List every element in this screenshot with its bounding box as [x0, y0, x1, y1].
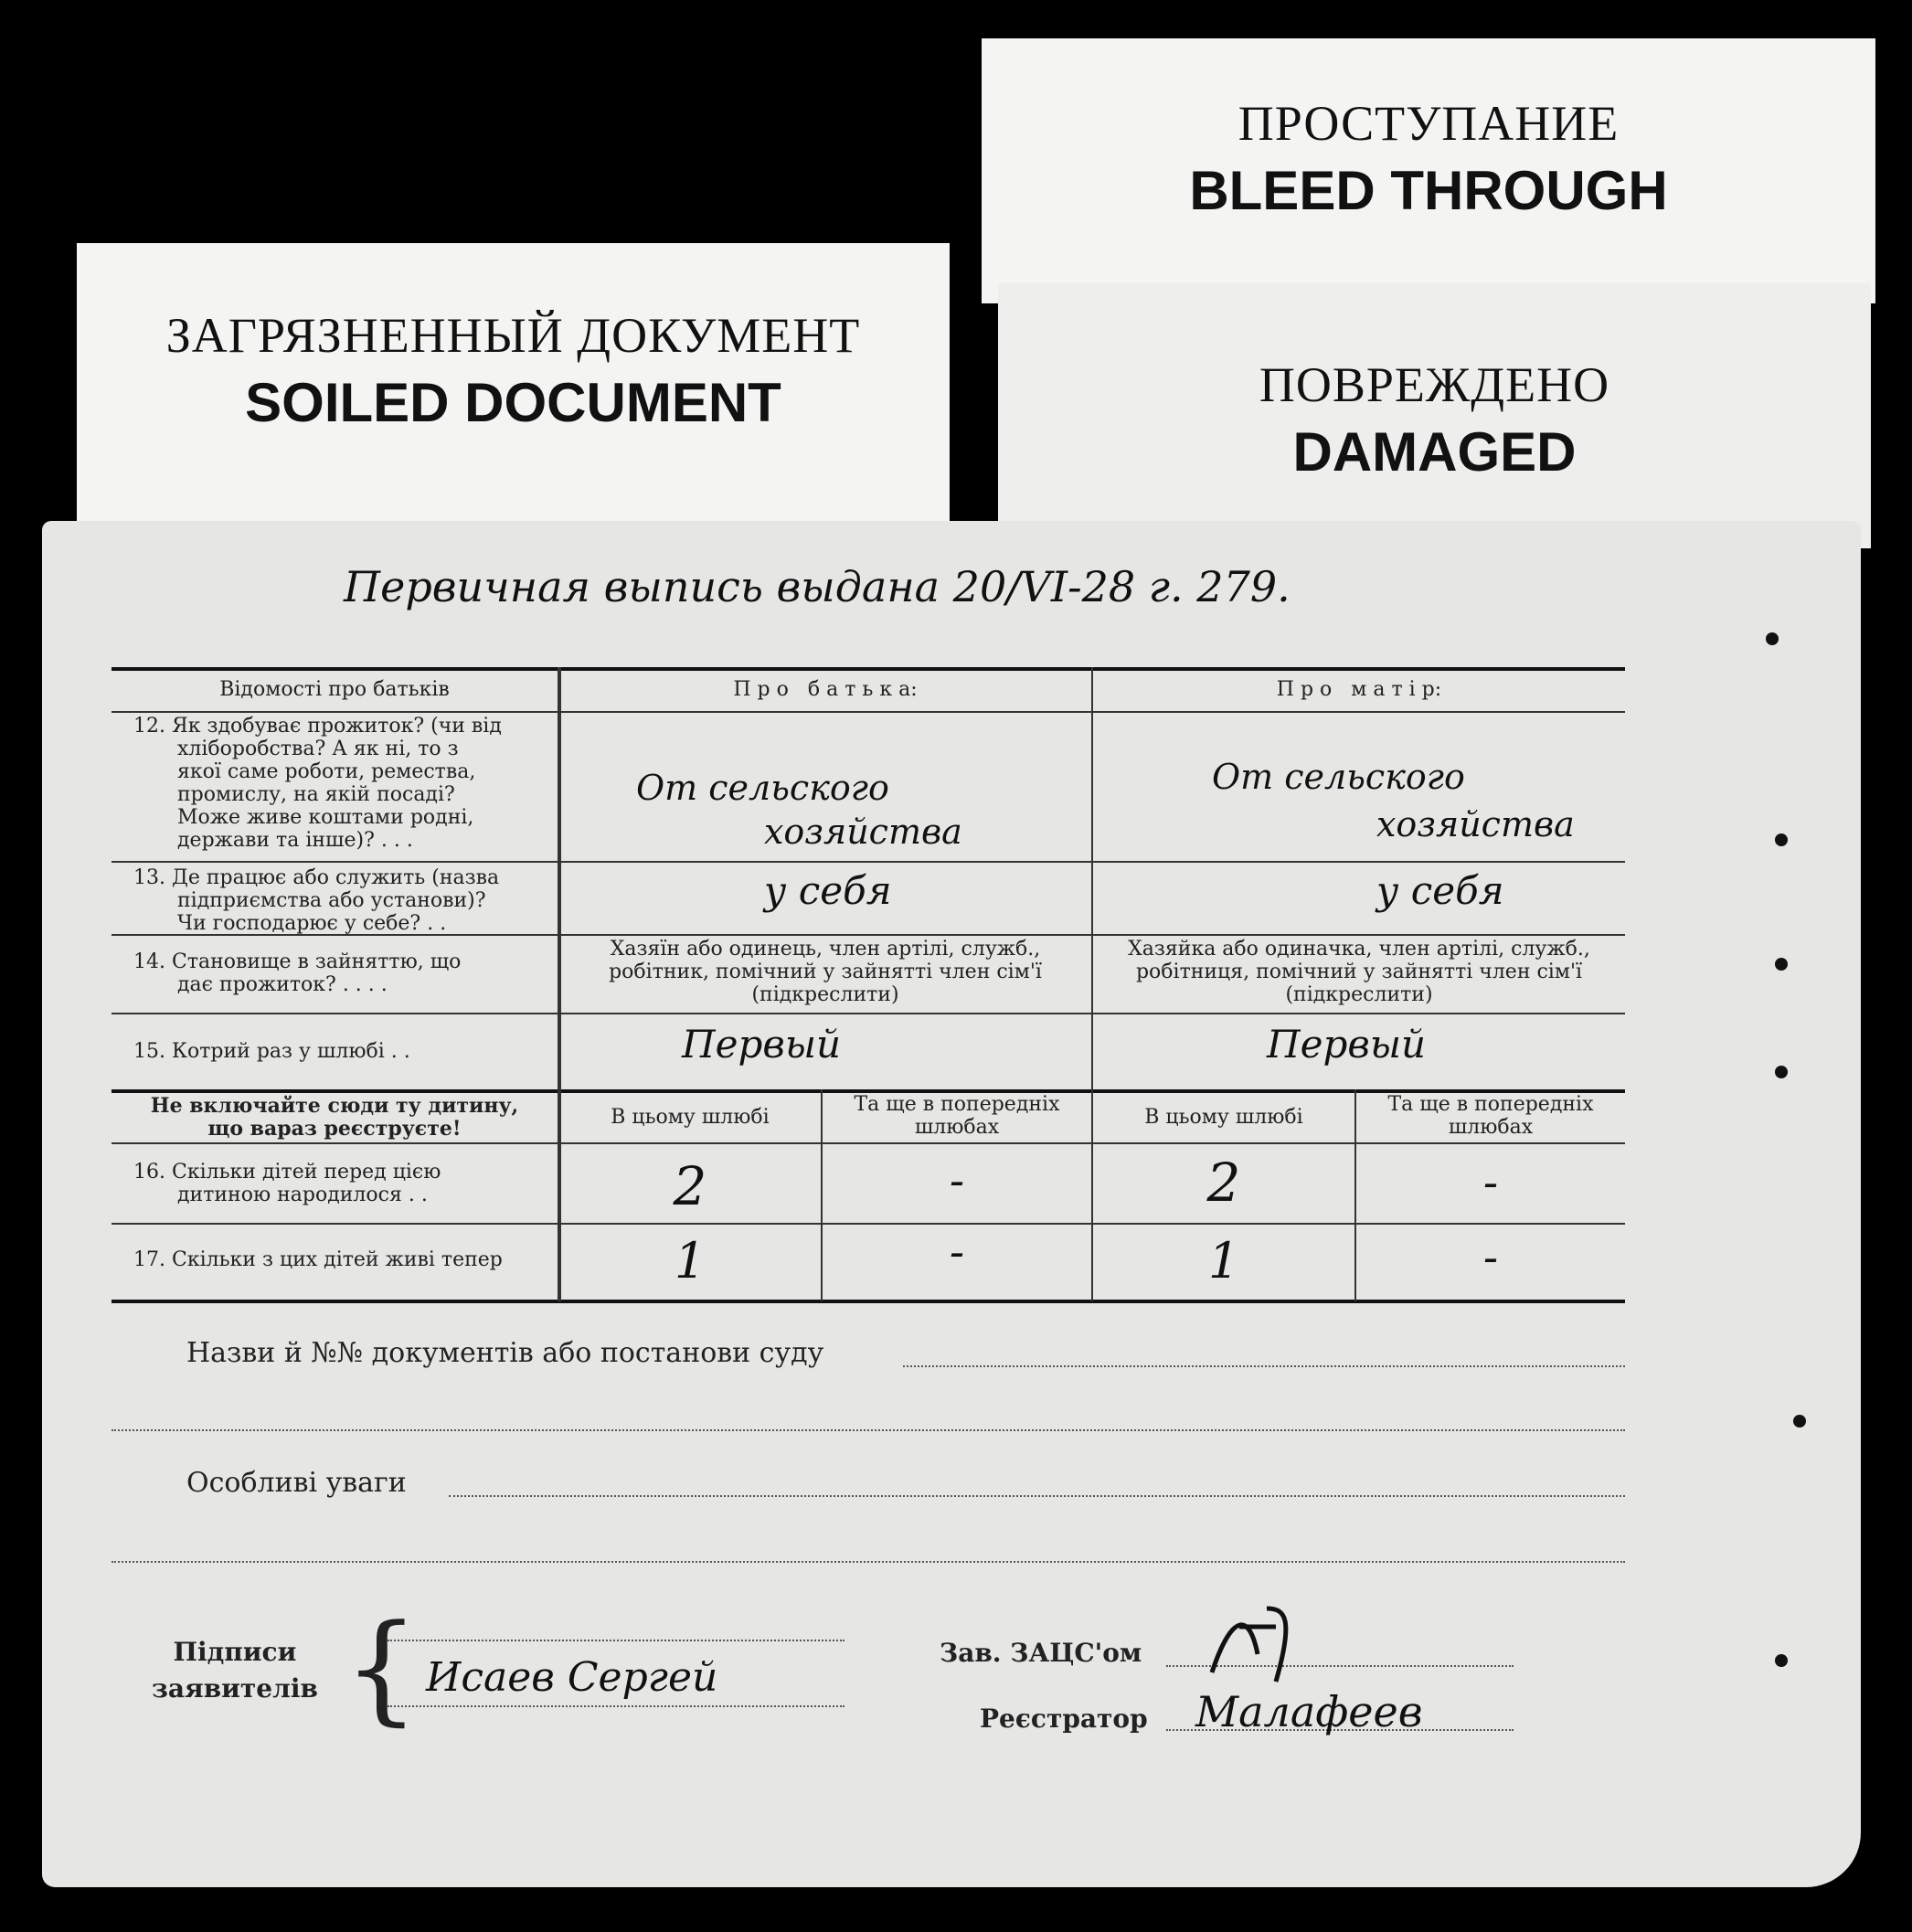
father-status-options: [559, 938, 1091, 1006]
prev-header-line: Та ще в попередніх: [854, 1093, 1060, 1116]
father-children-alive-prev: -: [949, 1226, 965, 1278]
head-zags-label: Зав. ЗАЦС'ом: [940, 1638, 1142, 1668]
row14-line: дає прожиток? . . . .: [177, 973, 388, 996]
mother-workplace: у себя: [1376, 868, 1504, 913]
applicants-label-line: Підписи: [173, 1637, 297, 1667]
row12-line: Може живе коштами родні,: [177, 806, 474, 829]
bleed-through-label: [982, 38, 1875, 303]
mother-prev-marriages-header: [1356, 1093, 1625, 1139]
documents-label: Назви й №№ документів або постанови суду: [186, 1337, 824, 1369]
table-bottom-rule: [112, 1300, 1625, 1303]
prev-header-line: Та ще в попередніх: [1387, 1093, 1594, 1116]
bleed-label-en: BLEED THROUGH: [1189, 160, 1668, 221]
row12-rule: [112, 861, 1625, 863]
documents-line: [903, 1365, 1625, 1367]
soiled-label-ru: ЗАГРЯЗНЕННЫЙ ДОКУМЕНТ: [165, 308, 861, 363]
father-marriage-count: Первый: [682, 1022, 842, 1067]
row16-rule: [112, 1223, 1625, 1225]
father-status-line: Хазяїн або одинець, член артілі, служб.,: [610, 938, 1041, 961]
row12-line: держави та інше)? . . .: [177, 829, 413, 852]
row15-question: 15. Котрий раз у шлюбі . .: [133, 1040, 410, 1063]
punch-hole: [1793, 1415, 1806, 1428]
table-top-rule: [112, 667, 1625, 671]
father-occupation-2: хозяйства: [764, 812, 962, 852]
mother-this-marriage-header: В цьому шлюбі: [1144, 1106, 1303, 1129]
registrar-signature: Малафеев: [1195, 1687, 1423, 1736]
row13-question: [133, 866, 499, 935]
row14-rule: [112, 1013, 1625, 1014]
mother-children-alive-this: 1: [1207, 1232, 1240, 1290]
row16-question: [133, 1161, 441, 1206]
row14-question: [133, 950, 461, 996]
header-father: П р о б а т ь к а:: [733, 678, 918, 701]
sub-header-rule: [112, 1142, 1625, 1144]
mother-occupation-2: хозяйства: [1376, 804, 1575, 844]
row12-line: 12. Як здобуває прожиток? (чи від: [133, 715, 502, 738]
registration-form-page: [42, 521, 1861, 1887]
warning-note: [112, 1095, 558, 1141]
father-workplace: у себя: [764, 868, 892, 913]
row16-line: 16. Скільки дітей перед цією: [133, 1161, 441, 1184]
notes-line-2: [112, 1561, 1625, 1563]
row12-question: [133, 715, 502, 852]
father-this-marriage-header: В цьому шлюбі: [611, 1106, 770, 1129]
header-mother: П р о м а т і р:: [1276, 678, 1442, 701]
applicant-signature: Исаев Сергей: [426, 1654, 718, 1701]
father-status-line: робітник, помічний у зайнятті член сім'ї: [609, 961, 1042, 983]
registrar-label: Реєстратор: [980, 1704, 1148, 1734]
punch-hole: [1775, 958, 1788, 971]
applicants-label-line: заявителів: [152, 1673, 318, 1704]
top-handwritten-note: Первичная выпись выдана 20/VI-28 г. 279.: [344, 562, 1291, 611]
row13-line: Чи господарює у себе? . .: [177, 912, 447, 935]
prev-header-line: шлюбах: [1448, 1116, 1534, 1139]
row16-line: дитиною народилося . .: [177, 1184, 428, 1206]
mother-children-prev: -: [1482, 1157, 1499, 1208]
documents-line-2: [112, 1429, 1625, 1431]
row13-line: 13. Де працює або служить (назва: [133, 866, 500, 889]
mother-occupation: От сельского: [1212, 757, 1465, 797]
applicant-sig-line-2: [388, 1705, 844, 1707]
punch-hole: [1775, 1066, 1788, 1078]
prev-header-line: шлюбах: [914, 1116, 1000, 1139]
header-parents-info: Відомості про батьків: [219, 678, 450, 701]
mother-marriage-count: Первый: [1267, 1022, 1427, 1067]
notes-label: Особливі уваги: [186, 1467, 407, 1499]
mother-children-this: 2: [1206, 1152, 1241, 1214]
punch-hole: [1775, 1654, 1788, 1667]
damaged-label-ru: ПОВРЕЖДЕНО: [1259, 357, 1610, 412]
father-occupation: От сельского: [636, 768, 889, 808]
row12-line: хліборобства? А як ні, то з: [177, 738, 459, 760]
head-signature: [1203, 1599, 1331, 1691]
header-rule: [112, 711, 1625, 713]
mother-status-line: Хазяйка або одиначка, член артілі, служб.,: [1128, 938, 1590, 961]
punch-hole: [1775, 833, 1788, 846]
brace: {: [344, 1598, 420, 1737]
punch-hole: [1766, 632, 1779, 645]
warning-line: Не включайте сюди ту дитину,: [150, 1094, 519, 1118]
warning-line: що вараз реєструєте!: [207, 1117, 462, 1141]
father-children-prev: -: [949, 1155, 965, 1206]
mother-status-line: робітниця, помічний у зайнятті член сім'ї: [1135, 961, 1583, 983]
mother-status-line: (підкреслити): [1285, 983, 1433, 1006]
damaged-label: [998, 283, 1871, 548]
soiled-label-en: SOILED DOCUMENT: [245, 372, 781, 433]
damaged-label-en: DAMAGED: [1292, 421, 1577, 483]
row12-line: якої саме роботи, ремества,: [177, 760, 476, 783]
applicant-sig-line-1: [388, 1640, 844, 1641]
row13-line: підприємства або установи)?: [177, 889, 486, 912]
mother-children-alive-prev: -: [1482, 1232, 1499, 1283]
father-children-this: 2: [673, 1155, 707, 1217]
row17-question: 17. Скільки з цих дітей живі тепер: [133, 1248, 503, 1271]
row12-line: промислу, на якій посаді?: [177, 783, 455, 806]
mother-status-options: [1093, 938, 1625, 1006]
notes-line: [449, 1495, 1625, 1497]
applicants-signatures-label: [152, 1634, 318, 1707]
row14-line: 14. Становище в зайняттю, що: [133, 950, 462, 973]
father-prev-marriages-header: [823, 1093, 1091, 1139]
father-status-line: (підкреслити): [751, 983, 899, 1006]
bleed-label-ru: ПРОСТУПАНИЕ: [1237, 96, 1620, 151]
father-children-alive-this: 1: [674, 1232, 706, 1290]
soiled-document-label: [77, 243, 950, 545]
